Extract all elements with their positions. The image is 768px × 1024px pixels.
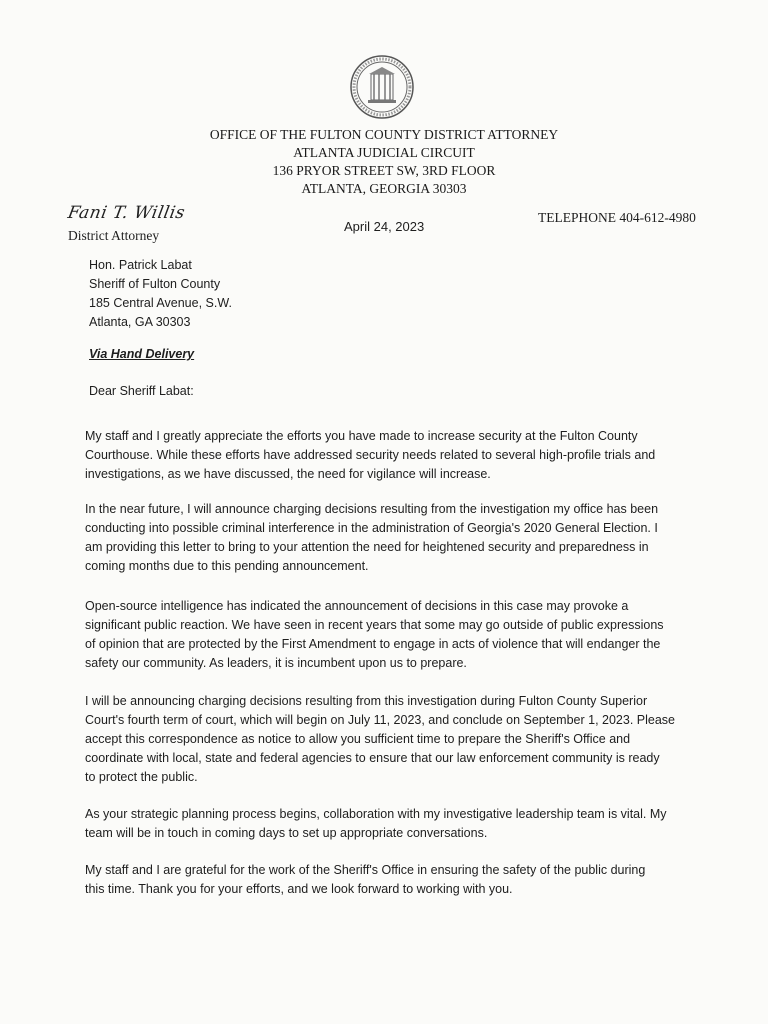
body-paragraph [85,597,685,673]
paragraph-line: My staff and I are grateful for the work of the Sheriff's Office in ensuring the safety of the public during [85,863,646,877]
letterhead [0,126,768,198]
paragraph-line: I will be announcing charging decisions resulting from this investigation during Fulton County Superior [85,694,648,708]
delivery-method: Via Hand Delivery [89,347,195,361]
paragraph-line: In the near future, I will announce charging decisions resulting from the investigation my office has been [85,502,659,516]
paragraph-line: am providing this letter to bring to your attention the need for heightened security and preparedness in [85,540,649,554]
county-seal-icon [349,54,415,120]
paragraph-line: As your strategic planning process begins, collaboration with my investigative leadership team is vital. My [85,807,667,821]
paragraph-line: coordinate with local, state and federal agencies to ensure that our law enforcement community is ready [85,751,660,765]
paragraph-line: to protect the public. [85,770,198,784]
recipient-title: Sheriff of Fulton County [89,277,221,291]
signature: Fani T. Willis [66,203,187,223]
body-paragraph [85,500,685,576]
city-state-zip: ATLANTA, GEORGIA 30303 [301,181,467,196]
body-paragraph [85,861,685,899]
body-paragraph [85,805,685,843]
telephone: TELEPHONE 404-612-4980 [538,210,696,225]
paragraph-line: safety our community. As leaders, it is incumbent upon us to prepare. [85,656,467,670]
body-paragraph [85,427,685,484]
recipient-city: Atlanta, GA 30303 [89,315,191,329]
paragraph-line: Court's fourth term of court, which will begin on July 11, 2023, and conclude on September 1, 2023. Please [85,713,675,727]
judicial-circuit: ATLANTA JUDICIAL CIRCUIT [293,145,475,160]
street-address: 136 PRYOR STREET SW, 3RD FLOOR [272,163,496,178]
body-paragraph [85,692,685,787]
paragraph-line: Courthouse. While these efforts have addressed security needs related to several high-profile trials and [85,448,656,462]
paragraph-line: team will be in touch in coming days to set up appropriate conversations. [85,826,488,840]
letter-date: April 24, 2023 [344,219,425,234]
paragraph-line: significant public reaction. We have seen in recent years that some may go outside of public expressions [85,618,664,632]
recipient-street: 185 Central Avenue, S.W. [89,296,232,310]
recipient-name: Hon. Patrick Labat [89,258,192,272]
paragraph-line: this time. Thank you for your efforts, and we look forward to working with you. [85,882,513,896]
salutation: Dear Sheriff Labat: [89,384,194,398]
paragraph-line: investigations, as we have discussed, the need for vigilance will increase. [85,467,491,481]
paragraph-line: Open-source intelligence has indicated the announcement of decisions in this case may provoke a [85,599,629,613]
recipient-address [89,256,232,332]
paragraph-line: coming months due to this pending announcement. [85,559,369,573]
office-name: OFFICE OF THE FULTON COUNTY DISTRICT ATTORNEY [209,127,559,142]
sender-title: District Attorney [68,228,160,243]
paragraph-line: My staff and I greatly appreciate the efforts you have made to increase security at the Fulton County [85,429,638,443]
paragraph-line: of opinion that are protected by the First Amendment to engage in acts of violence that will endanger the [85,637,661,651]
paragraph-line: accept this correspondence as notice to allow you sufficient time to prepare the Sheriff's Office and [85,732,631,746]
paragraph-line: conducting into possible criminal interference in the administration of Georgia's 2020 General Election. I [85,521,658,535]
